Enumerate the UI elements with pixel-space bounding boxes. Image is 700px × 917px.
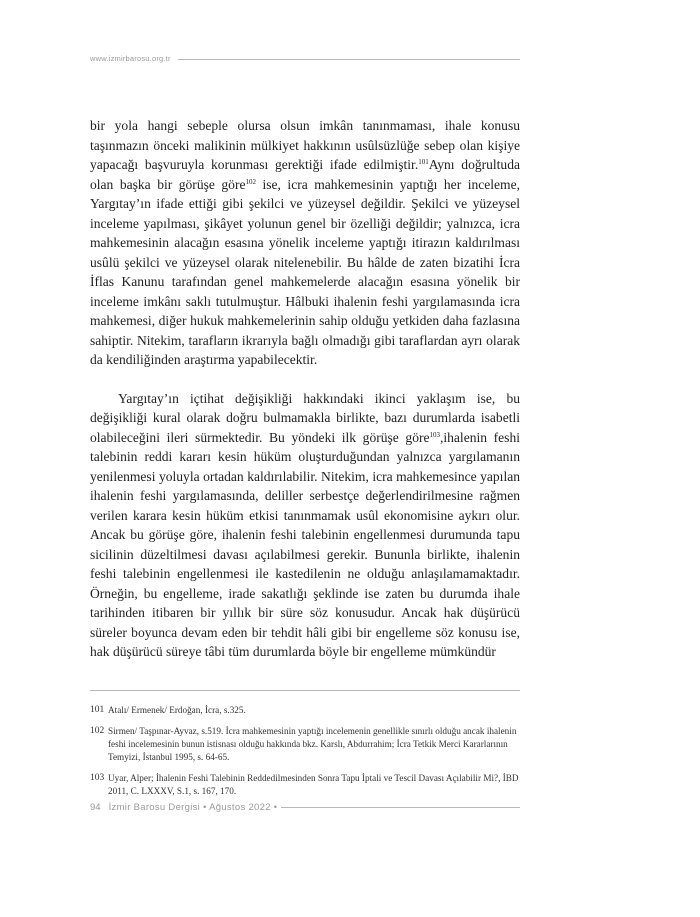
header-url: www.izmirbarosu.org.tr: [90, 54, 171, 63]
footnote-ref-103[interactable]: 103: [429, 430, 440, 439]
header-rule: [178, 59, 520, 60]
footnote-number: 102: [90, 726, 105, 736]
paragraph-1: [90, 116, 520, 370]
page-footer: [90, 800, 520, 814]
footnote-number: 103: [90, 773, 105, 783]
footnote-ref-101[interactable]: 101: [418, 158, 429, 166]
footnote-102: [90, 725, 520, 764]
page-number: 94: [90, 801, 101, 813]
footer-rule: [281, 807, 520, 808]
footnote-rule: [90, 690, 520, 691]
footnote-text: Sirmen/ Taşpınar-Ayvaz, s.519. İcra mahkemesinin yaptığı incelemenin genellikle sınırlı olduğu ancak ihalenin feshi incelemesinin bunun istisnası olduğu hakkında bkz. Karslı, Abdurrahim; İcra Tetkik Merci Kararlarının Temyizi, İstanbul 1995, s. 64-65.: [108, 726, 517, 762]
paragraph-1-text-a: bir yola hangi sebeple olursa olsun imkân tanınmaması, ihale konusu taşınmazın önceki malikinin mülkiyet hakkının usûlsüzlüğe sebep olan kişiye yapacağı başvuruyla korunması gerektiği ifade edilmiştir.: [90, 118, 520, 172]
footnotes: [90, 704, 520, 806]
body-text: [90, 116, 520, 662]
footnote-101: [90, 704, 520, 717]
footnote-text: Uyar, Alper; İhalenin Feshi Talebinin Reddedilmesinden Sonra Tapu İptali ve Tescil Davası Açılabilir Mi?, İBD 2011, C. LXXXV, S.1, s. 167, 170.: [108, 773, 519, 796]
footnote-number: 101: [90, 705, 105, 715]
paragraph-2-text-a: Yargıtay’ın içtihat değişikliği hakkındaki ikinci yaklaşım ise, bu değişikliği kural olarak doğru bulmamakla birlikte, bazı durumlarda isabetli olabileceğini ileri sürmektedir. Bu yöndeki ilk görüşe göre: [90, 390, 520, 445]
footnote-ref-102[interactable]: 102: [245, 177, 256, 186]
footnote-103: [90, 772, 520, 798]
paragraph-1-text-c: ise, icra mahkemesinin yaptığı her inceleme, Yargıtay’ın ifade ettiği gibi şekilci ve yüzeysel değildir. Şekilci ve yüzeysel inceleme yapılması, şikâyet yolunun genel bir özelliği değildir; yalnızca, icra mahkemesinin alacağın esasına yönelik inceleme yaptığı itirazın kaldırılması usûlü şekilci ve yüzeysel olarak nitelenebilir. Bu hâlde de zaten bizatihi İcra İflas Kanunu tarafından genel mahkemelerde alacağın esasına yönelik bir inceleme imkânı saklı tutulmuştur. Hâlbuki ihalenin feshi yargılamasında icra mahkemesi, diğer hukuk mahkemelerinin sahip olduğu yetkiden daha fazlasına sahiptir. Nitekim, tarafların ikrarıyla bağlı olmadığı gibi taraflardan ayrı olarak da kendiliğinden araştırma yapabilecektir.: [90, 176, 520, 367]
paragraph-1-text-b: Aynı doğrultuda olan başka bir görüşe göre: [90, 157, 520, 192]
paragraph-2: [90, 389, 520, 662]
journal-name: İzmir Barosu Dergisi • Ağustos 2022 •: [108, 801, 278, 813]
footnote-text: Atalı/ Ermenek/ Erdoğan, İcra, s.325.: [108, 705, 246, 715]
paragraph-2-text-b: ,ihalenin feshi talebinin reddi kararı kesin hüküm oluşturduğundan yalnızca yargılamanın yenilenmesi yoluyla ortadan kaldırılabilir. Nitekim, icra mahkemesince yapılan ihalenin feshi yargılamasında, deliller serbestçe değerlendirilmesine rağmen verilen karara kesin hüküm etkisi tanınmamak usûl ekonomisine aykırı olur. Ancak bu görüşe göre, ihalenin feshi talebinin engellenmesi durumunda tapu sicilinin düzeltilmesi davası açılabilmesi gerekir. Bununla birlikte, ihalenin feshi talebinin engellenmesi ile kastedilenin ne olduğu anlaşılamamaktadır. Örneğin, bu engelleme, irade sakatlığı şeklinde ise zaten bu durumda ihale tarihinden itibaren bir yıllık bir süre söz konusudur. Ancak hak düşürücü süreler boyunca devam eden bir tehdit hâli gibi bir engelleme söz konusu ise, hak düşürücü süreye tâbi tüm durumlarda böyle bir engelleme mümkündür: [90, 429, 520, 659]
